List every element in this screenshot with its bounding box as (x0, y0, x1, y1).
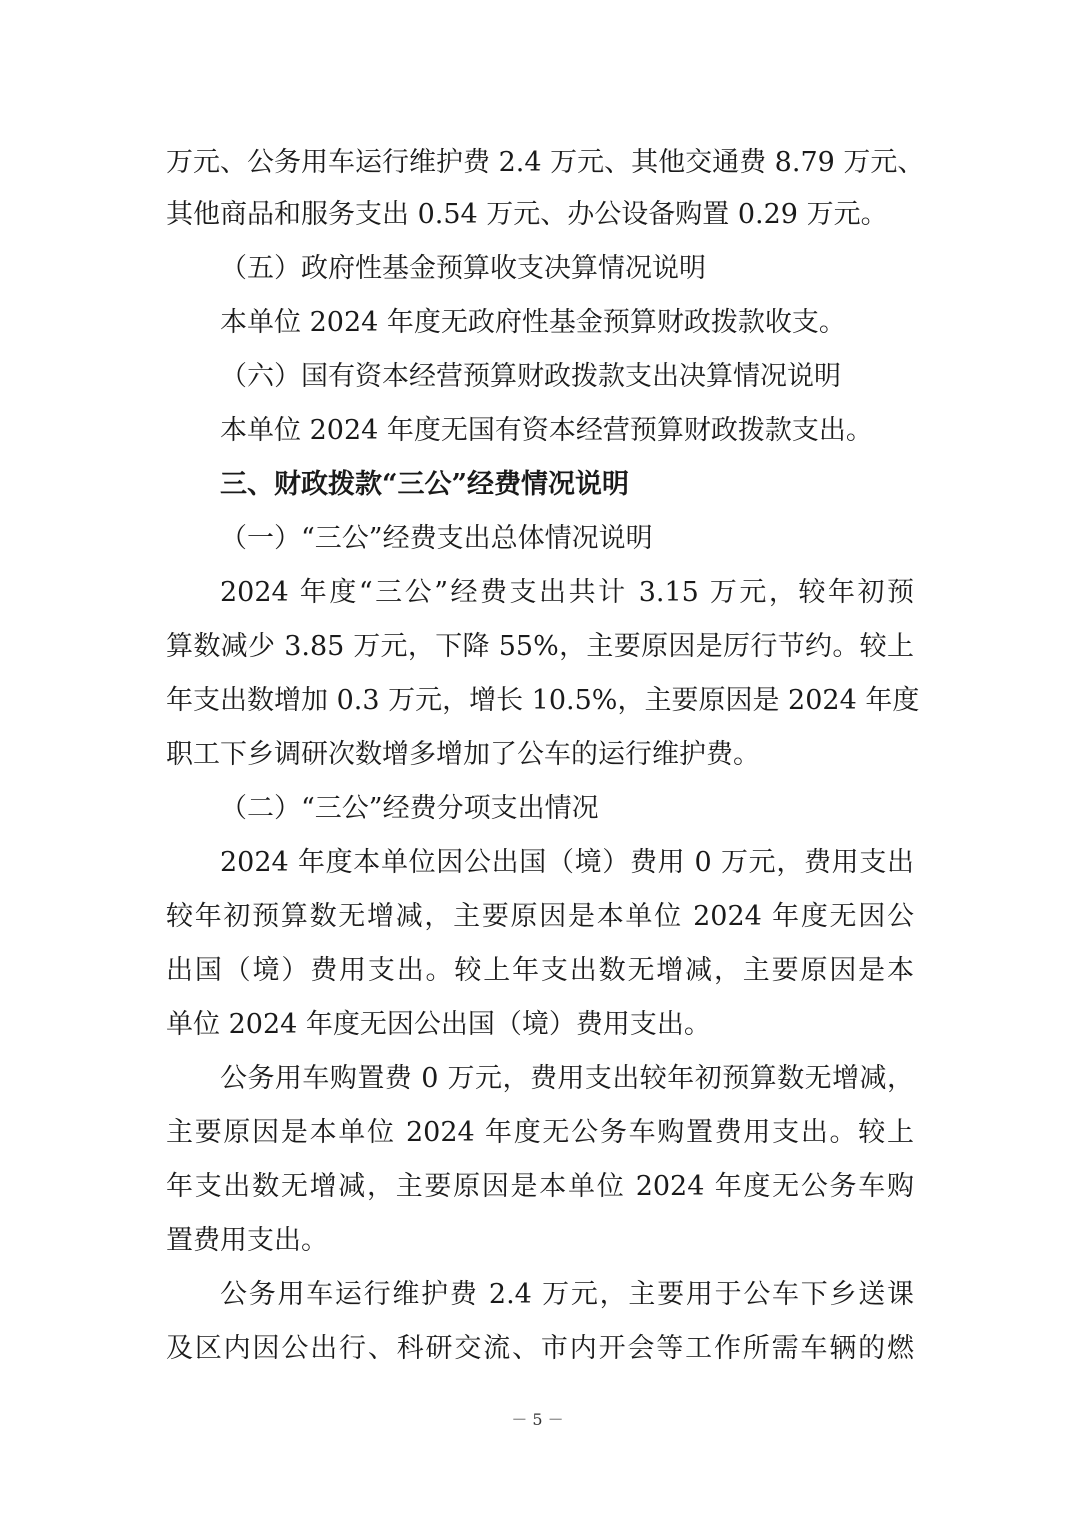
paragraph-line: 万元、公务用车运行维护费 2.4 万元、其他交通费 8.79 万元、 (166, 147, 925, 178)
paragraph-line: 本单位 2024 年度无国有资本经营预算财政拨款支出。 (220, 415, 873, 446)
paragraph-line: 本单位 2024 年度无政府性基金预算财政拨款收支。 (220, 307, 846, 338)
paragraph-line: 公务用车运行维护费 2.4 万元，主要用于公车下乡送课 (220, 1279, 914, 1310)
section-heading: （一）“三公”经费支出总体情况说明 (220, 523, 653, 554)
paragraph-line: 置费用支出。 (166, 1225, 328, 1256)
paragraph-line: 年支出数增加 0.3 万元，增长 10.5%，主要原因是 2024 年度 (166, 685, 920, 716)
paragraph-line: 算数减少 3.85 万元，下降 55%，主要原因是厉行节约。较上 (166, 631, 914, 662)
paragraph-line: 职工下乡调研次数增多增加了公车的运行维护费。 (166, 739, 760, 770)
section-heading: （二）“三公”经费分项支出情况 (220, 793, 599, 824)
paragraph-line: 较年初预算数无增减，主要原因是本单位 2024 年度无因公 (166, 901, 914, 932)
paragraph-line: 其他商品和服务支出 0.54 万元、办公设备购置 0.29 万元。 (166, 199, 888, 230)
paragraph-line: 及区内因公出行、科研交流、市内开会等工作所需车辆的燃 (166, 1333, 914, 1364)
paragraph-line: 2024 年度“三公”经费支出共计 3.15 万元，较年初预 (220, 577, 914, 608)
section-heading: （五）政府性基金预算收支决算情况说明 (220, 253, 706, 284)
page-number: － 5 － (511, 1410, 564, 1429)
paragraph-line: 年支出数无增减，主要原因是本单位 2024 年度无公务车购 (166, 1171, 914, 1202)
paragraph-line: 出国（境）费用支出。较上年支出数无增减，主要原因是本 (166, 955, 914, 986)
paragraph-line: 公务用车购置费 0 万元，费用支出较年初预算数无增减， (220, 1063, 914, 1094)
paragraph-line: 单位 2024 年度无因公出国（境）费用支出。 (166, 1009, 711, 1040)
chapter-heading: 三、财政拨款“三公”经费情况说明 (220, 469, 630, 500)
paragraph-line: 主要原因是本单位 2024 年度无公务车购置费用支出。较上 (166, 1117, 914, 1148)
paragraph-line: 2024 年度本单位因公出国（境）费用 0 万元，费用支出 (220, 847, 914, 878)
section-heading: （六）国有资本经营预算财政拨款支出决算情况说明 (220, 361, 841, 392)
